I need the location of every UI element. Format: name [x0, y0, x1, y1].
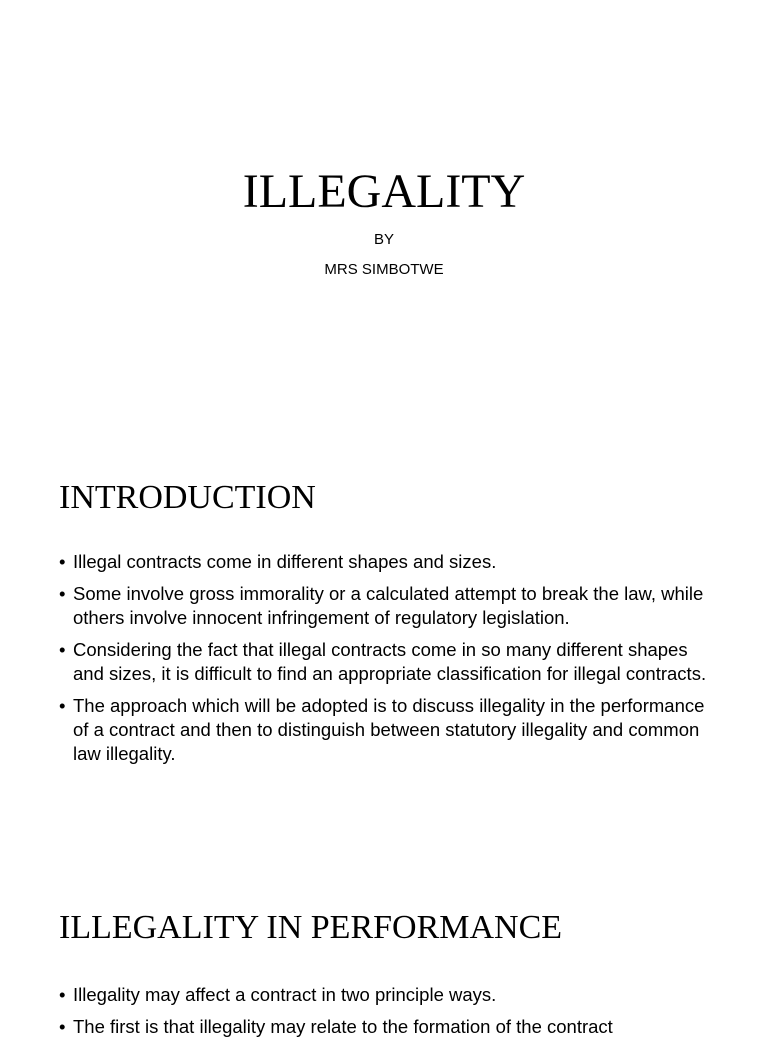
bullet-item: [59, 638, 709, 686]
bullet-icon: •: [59, 639, 66, 660]
bullet-item: [59, 550, 709, 574]
subtitle-author: MRS SIMBOTWE: [324, 261, 444, 278]
bullet-text: The first is that illegality may relate to the formation of the contract: [73, 1016, 613, 1037]
slide-heading: INTRODUCTION: [59, 479, 316, 516]
bullet-item: [59, 582, 709, 630]
bullet-text: The approach which will be adopted is to discuss illegality in the performance of a contract and then to distinguish between statutory illegality and common law illegality.: [73, 695, 705, 764]
bullet-text: Some involve gross immorality or a calculated attempt to break the law, while others involve innocent infringement of regulatory legislation.: [73, 583, 704, 628]
bullet-item: [59, 983, 709, 1007]
bullet-icon: •: [59, 583, 66, 604]
bullet-text: Considering the fact that illegal contracts come in so many different shapes and sizes, it is difficult to find an appropriate classification for illegal contracts.: [73, 639, 707, 684]
bullet-text: Illegality may affect a contract in two principle ways.: [73, 984, 497, 1005]
bullet-text: Illegal contracts come in different shapes and sizes.: [73, 551, 497, 572]
presentation-title: ILLEGALITY: [242, 165, 526, 218]
title-slide: [0, 0, 768, 432]
bullet-list: [59, 983, 709, 1047]
subtitle-by: BY: [373, 231, 394, 248]
bullet-icon: •: [59, 551, 66, 572]
illegality-in-performance-slide: [0, 864, 768, 1037]
slide-heading: ILLEGALITY IN PERFORMANCE: [59, 909, 563, 946]
bullet-item: [59, 694, 709, 766]
bullet-list: [59, 550, 709, 774]
bullet-icon: •: [59, 1016, 66, 1037]
bullet-icon: •: [59, 695, 66, 716]
bullet-icon: •: [59, 984, 66, 1005]
bullet-item: [59, 1015, 709, 1039]
introduction-slide: [0, 432, 768, 864]
